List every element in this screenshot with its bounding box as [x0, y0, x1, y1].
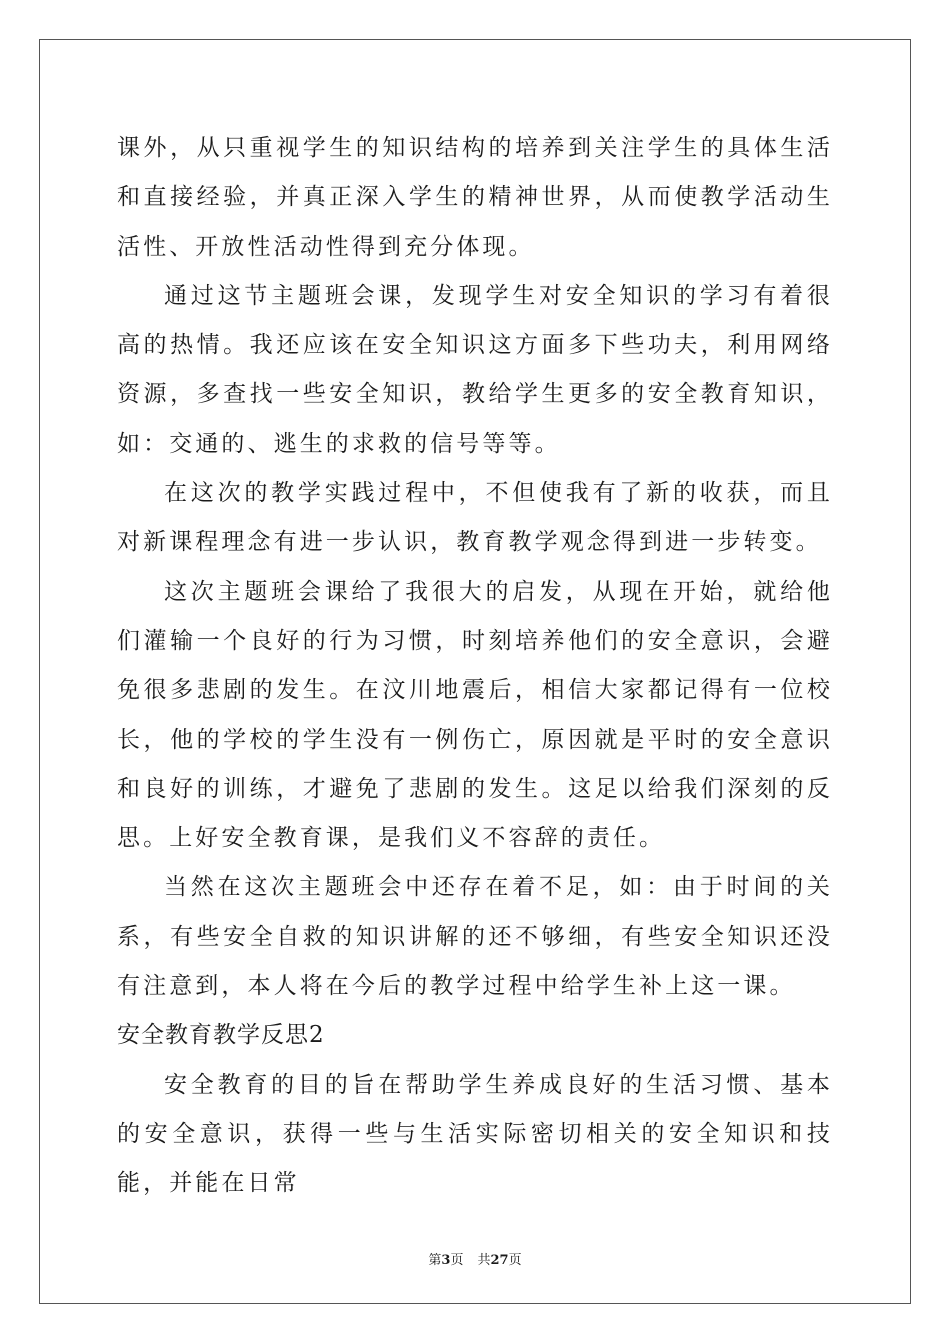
current-page-number: 3 — [441, 1253, 451, 1268]
paragraph-6: 安全教育的目的旨在帮助学生养成良好的生活习惯、基本的安全意识，获得一些与生活实际密切相关的安全知识和技能，并能在日常 — [117, 1071, 833, 1197]
document-body — [117, 124, 833, 1209]
paragraph-5: 当然在这次主题班会中还存在着不足，如：由于时间的关系，有些安全自救的知识讲解的还不够细，有些安全知识还没有注意到，本人将在今后的教学过程中给学生补上这一课。 — [117, 874, 833, 1000]
paragraph-1: 课外，从只重视学生的知识结构的培养到关注学生的具体生活和直接经验，并真正深入学生的精神世界，从而使教学活动生活性、开放性活动性得到充分体现。 — [117, 135, 833, 260]
page-number-label: 第3页 — [428, 1253, 464, 1268]
paragraph-4: 这次主题班会课给了我很大的启发，从现在开始，就给他们灌输一个良好的行为习惯，时刻培养他们的安全意识，会避免很多悲剧的发生。在汶川地震后，相信大家都记得有一位校长，他的学校的学生没有一例伤亡，原因就是平时的安全意识和良好的训练，才避免了悲剧的发生。这足以给我们深刻的反思。上好安全教育课，是我们义不容辞的责任。 — [117, 578, 833, 852]
paragraph-3: 在这次的教学实践过程中，不但使我有了新的收获，而且对新课程理念有进一步认识，教育教学观念得到进一步转变。 — [117, 480, 833, 556]
section-heading: 安全教育教学反思2 — [117, 1022, 325, 1049]
total-page-number: 27 — [490, 1253, 509, 1268]
paragraph-2: 通过这节主题班会课，发现学生对安全知识的学习有着很高的热情。我还应该在安全知识这方面多下些功夫，利用网络资源，多查找一些安全知识，教给学生更多的安全教育知识，如：交通的、逃生的求救的信号等等。 — [117, 282, 833, 457]
total-pages-label: 共27页 — [477, 1253, 522, 1268]
page-footer — [0, 1249, 950, 1268]
